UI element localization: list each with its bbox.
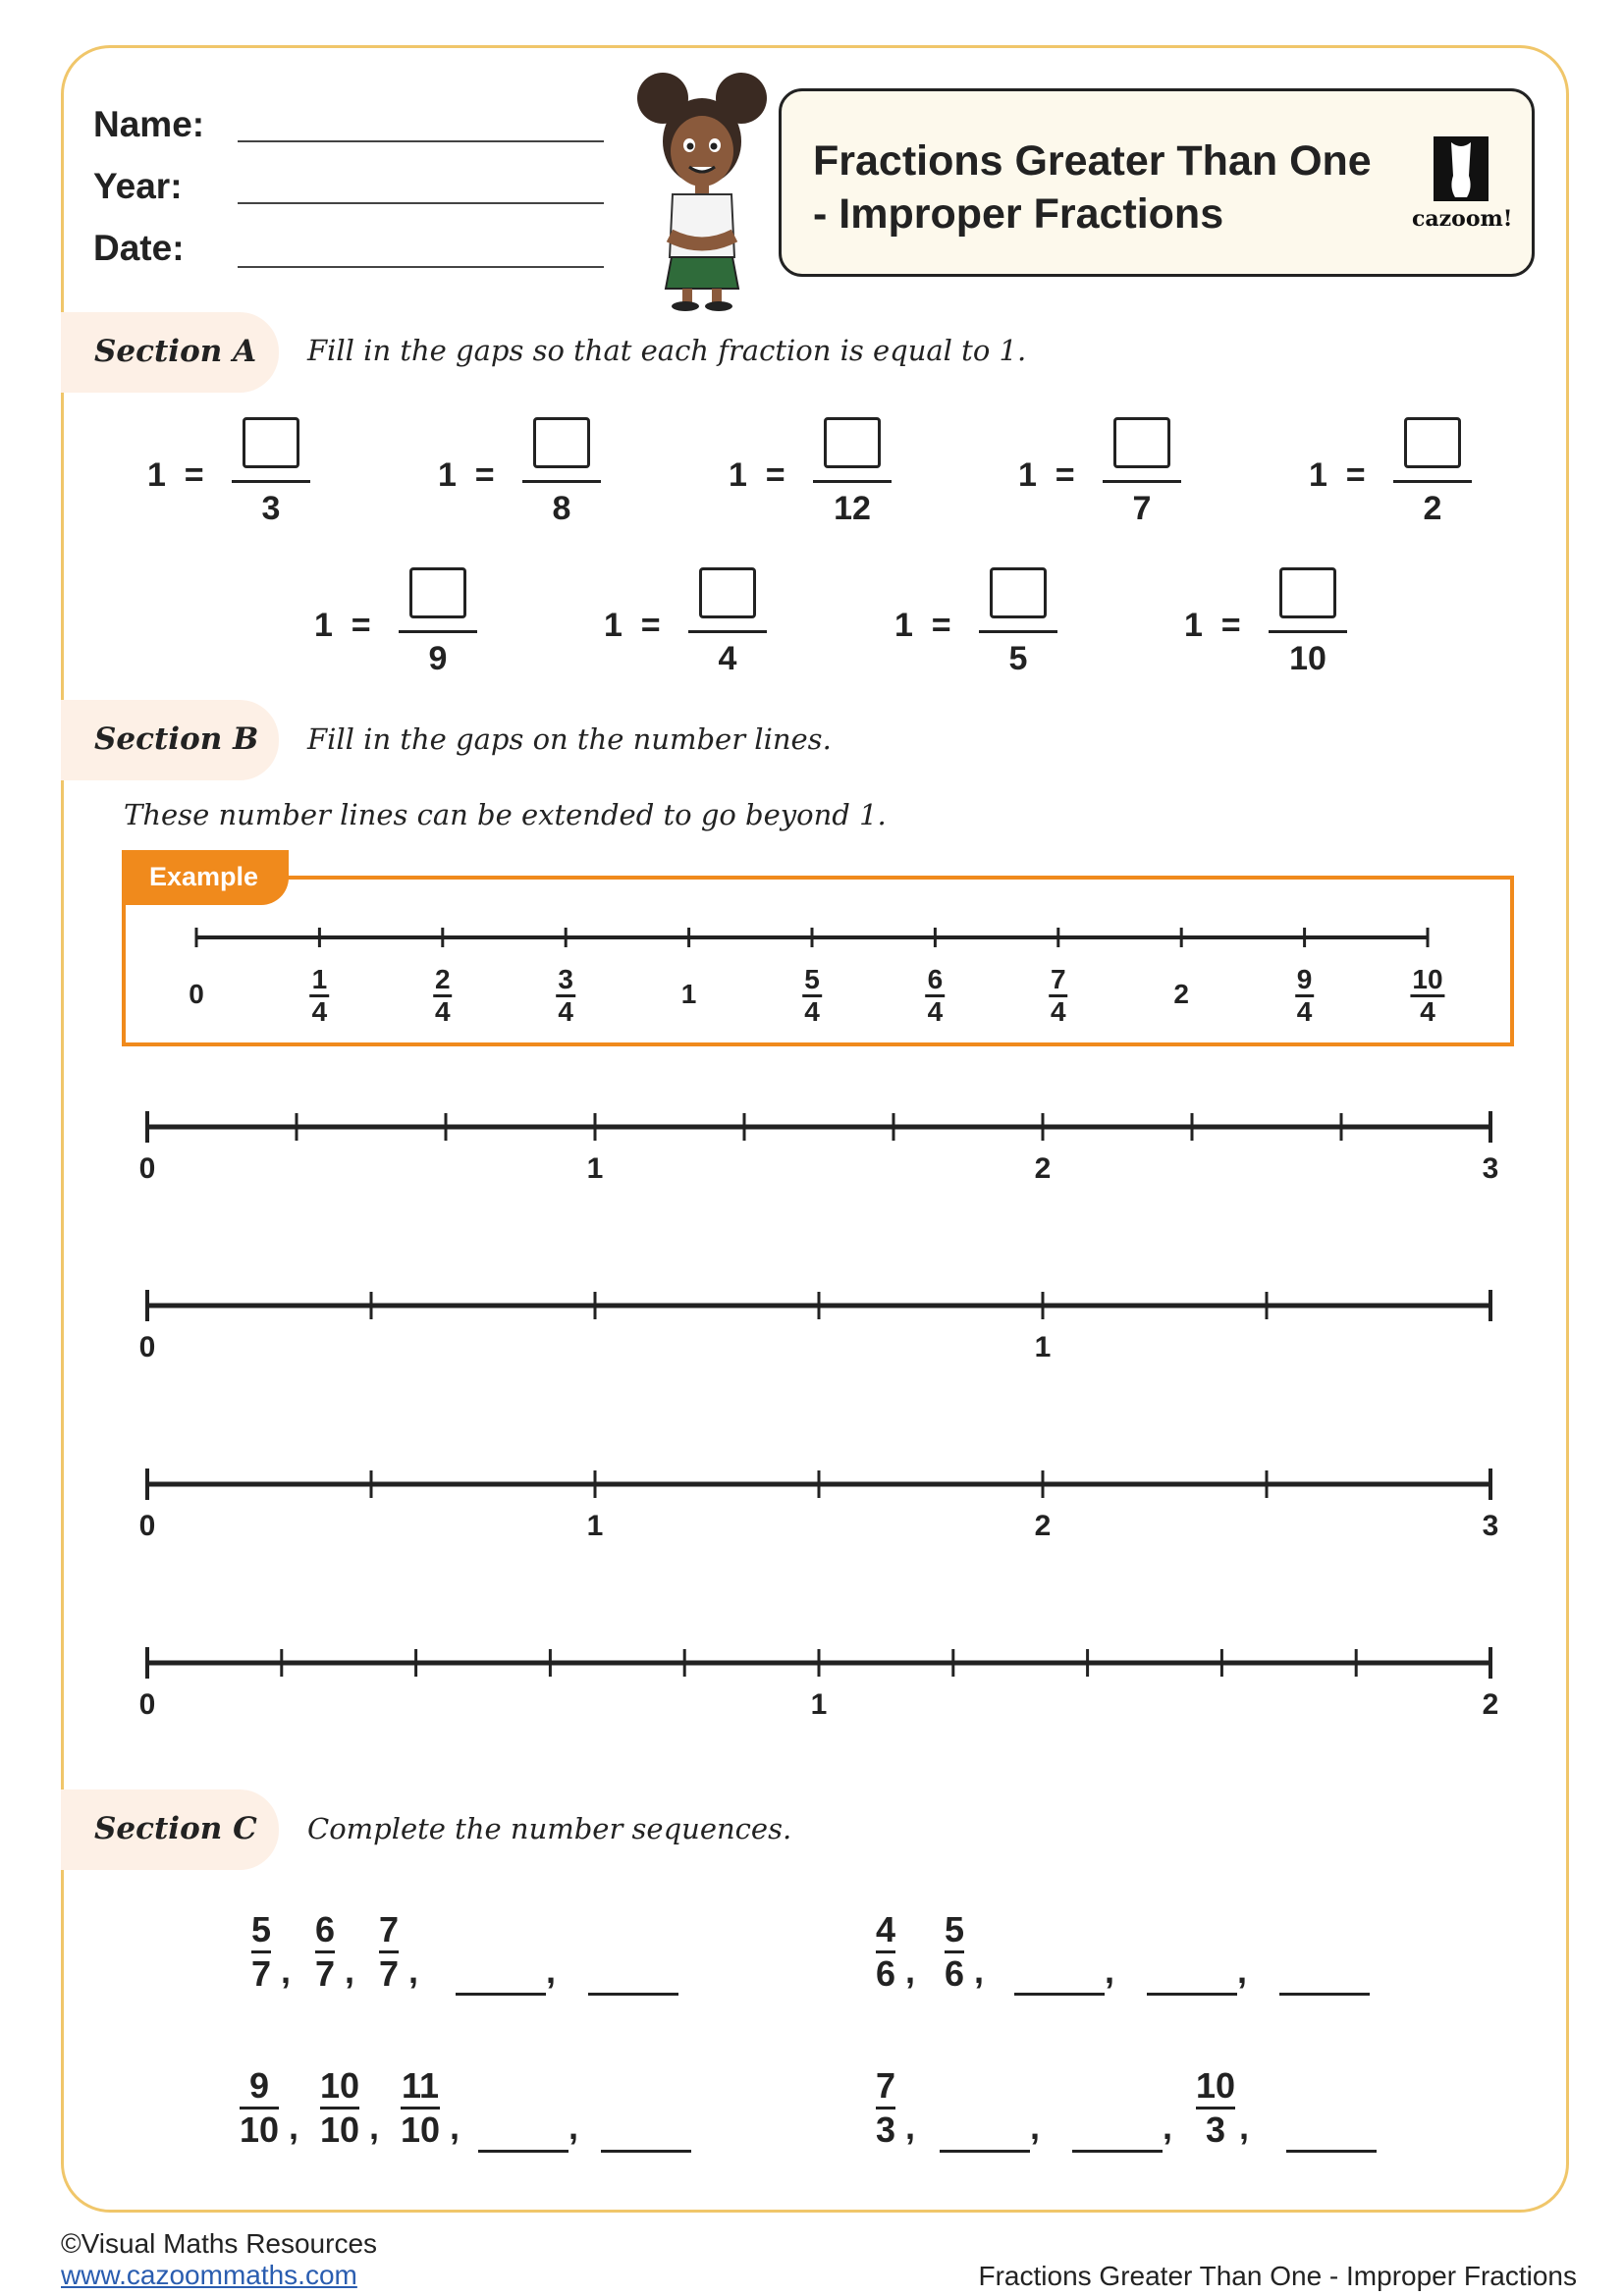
example-tick-fraction: $\frac{2}{4}$ [435,964,451,1027]
sequence-comma: , [568,2107,579,2147]
number-line-label: 1 [586,1510,604,1542]
number-line-label: 0 [138,1152,156,1185]
worksheet-title: Fractions Greater Than One - Improper Fractions [813,137,1372,238]
sequence-answer-blank[interactable] [456,1993,546,1996]
denominator: 9 [428,640,448,677]
number-line-label: 3 [1482,1152,1499,1185]
section-c-label: Section C [94,1811,257,1846]
section-c-instruction: Complete the number sequences. [307,1812,792,1845]
sequence-comma: , [1030,2107,1041,2147]
sequence-fraction: 4 6 [876,1909,896,1994]
example-tick-label: 0 [189,979,204,1009]
section-b-label: Section B [94,721,259,757]
equation-lhs: 1 = [438,456,495,494]
equation-lhs: 1 = [894,607,951,644]
example-tick-fraction: $\frac{6}{4}$ [927,964,944,1027]
number-line-label: 1 [586,1152,604,1185]
website-link[interactable]: www.cazoommaths.com [61,2260,357,2290]
sequence-comma: , [1163,2107,1173,2147]
sequence-fraction: 5 7 [251,1909,272,1994]
copyright-text: ©Visual Maths Resources [61,2228,378,2259]
sequence-fraction: 10 3 [1196,2065,1236,2150]
footer-title: Fractions Greater Than One - Improper Fractions [978,2261,1577,2291]
year-label: Year: [93,166,183,206]
number-line-label: 1 [810,1688,828,1721]
sequence-answer-blank[interactable] [1072,2150,1163,2153]
equation-lhs: 1 = [147,456,204,494]
example-tick-fraction: $\frac{3}{4}$ [558,964,573,1027]
sequence-fraction: 11 10 [401,2065,441,2150]
denominator: 3 [261,490,281,527]
equation-lhs: 1 = [314,607,371,644]
equation-lhs: 1 = [1184,607,1241,644]
equation-lhs: 1 = [729,456,785,494]
sequence-fraction: 9 10 [240,2065,280,2150]
sequence-comma: , [345,1950,355,1991]
footer-left [61,2228,377,2291]
example-tick-fraction: $\frac{9}{4}$ [1296,964,1313,1027]
example-tick-fraction: $\frac{5}{4}$ [804,964,820,1027]
sequence-answer-blank[interactable] [588,1993,678,1996]
sequence-answer-blank[interactable] [1014,1993,1105,1996]
name-label: Name: [93,104,205,144]
denominator: 10 [1289,640,1326,677]
equation-lhs: 1 = [1309,456,1366,494]
logo-text: cazoom! [1412,206,1513,232]
denominator: 5 [1008,640,1028,677]
sequence-comma: , [369,2107,380,2147]
date-label: Date: [93,228,185,268]
denominator: 8 [552,490,571,527]
sequence-fraction: 5 6 [945,1909,965,1994]
denominator: 12 [834,490,871,527]
sequence-comma: , [974,1950,985,1991]
denominator: 2 [1423,490,1442,527]
sequence-fraction: 7 3 [876,2065,896,2150]
number-line-label: 2 [1034,1510,1052,1542]
example-tick-label: 1 [680,979,697,1009]
sequence-answer-blank[interactable] [1286,2150,1377,2153]
sequence-comma: , [546,1950,557,1991]
section-b-instruction: Fill in the gaps on the number lines. [307,722,832,756]
sequence-answer-blank[interactable] [940,2150,1030,2153]
number-line-label: 2 [1482,1688,1499,1721]
section-a-instruction: Fill in the gaps so that each fraction is equal to 1. [307,334,1027,367]
sequence-answer-blank[interactable] [1279,1993,1370,1996]
sequence-comma: , [281,1950,292,1991]
number-line-label: 3 [1482,1510,1499,1542]
sequence-comma: , [289,2107,299,2147]
sequence-fraction: 6 7 [315,1909,336,1994]
sequence-comma: , [1237,1950,1248,1991]
sequence-comma: , [905,2107,916,2147]
denominator: 7 [1132,490,1152,527]
sequence-comma: , [408,1950,419,1991]
sequence-comma: , [905,1950,916,1991]
denominator: 4 [718,640,737,677]
sequence-comma: , [1239,2107,1250,2147]
sequence-answer-blank[interactable] [1147,1993,1237,1996]
number-line-label: 0 [138,1331,156,1363]
section-c-tab [61,1789,279,1870]
example-tick-fraction: $\frac{10}{4}$ [1412,964,1443,1027]
sequence-comma: , [450,2107,460,2147]
section-a-label: Section A [94,334,257,369]
sequence-fraction: 10 10 [320,2065,360,2150]
number-line-label: 2 [1034,1152,1052,1185]
equation-lhs: 1 = [604,607,661,644]
sequence-fraction: 7 7 [379,1909,400,1994]
example-tick-fraction: $\frac{1}{4}$ [311,964,328,1027]
number-line-label: 1 [1034,1331,1052,1363]
example-tick-label: 2 [1173,979,1189,1009]
sequence-answer-blank[interactable] [478,2150,568,2153]
sequence-comma: , [1105,1950,1115,1991]
example-tick-fraction: $\frac{7}{4}$ [1051,964,1066,1027]
section-b-note: These number lines can be extended to go beyond 1. [124,798,887,831]
equation-lhs: 1 = [1018,456,1075,494]
sequence-answer-blank[interactable] [601,2150,691,2153]
example-label: Example [149,862,259,891]
number-line-label: 0 [138,1688,156,1721]
number-line-label: 0 [138,1510,156,1542]
